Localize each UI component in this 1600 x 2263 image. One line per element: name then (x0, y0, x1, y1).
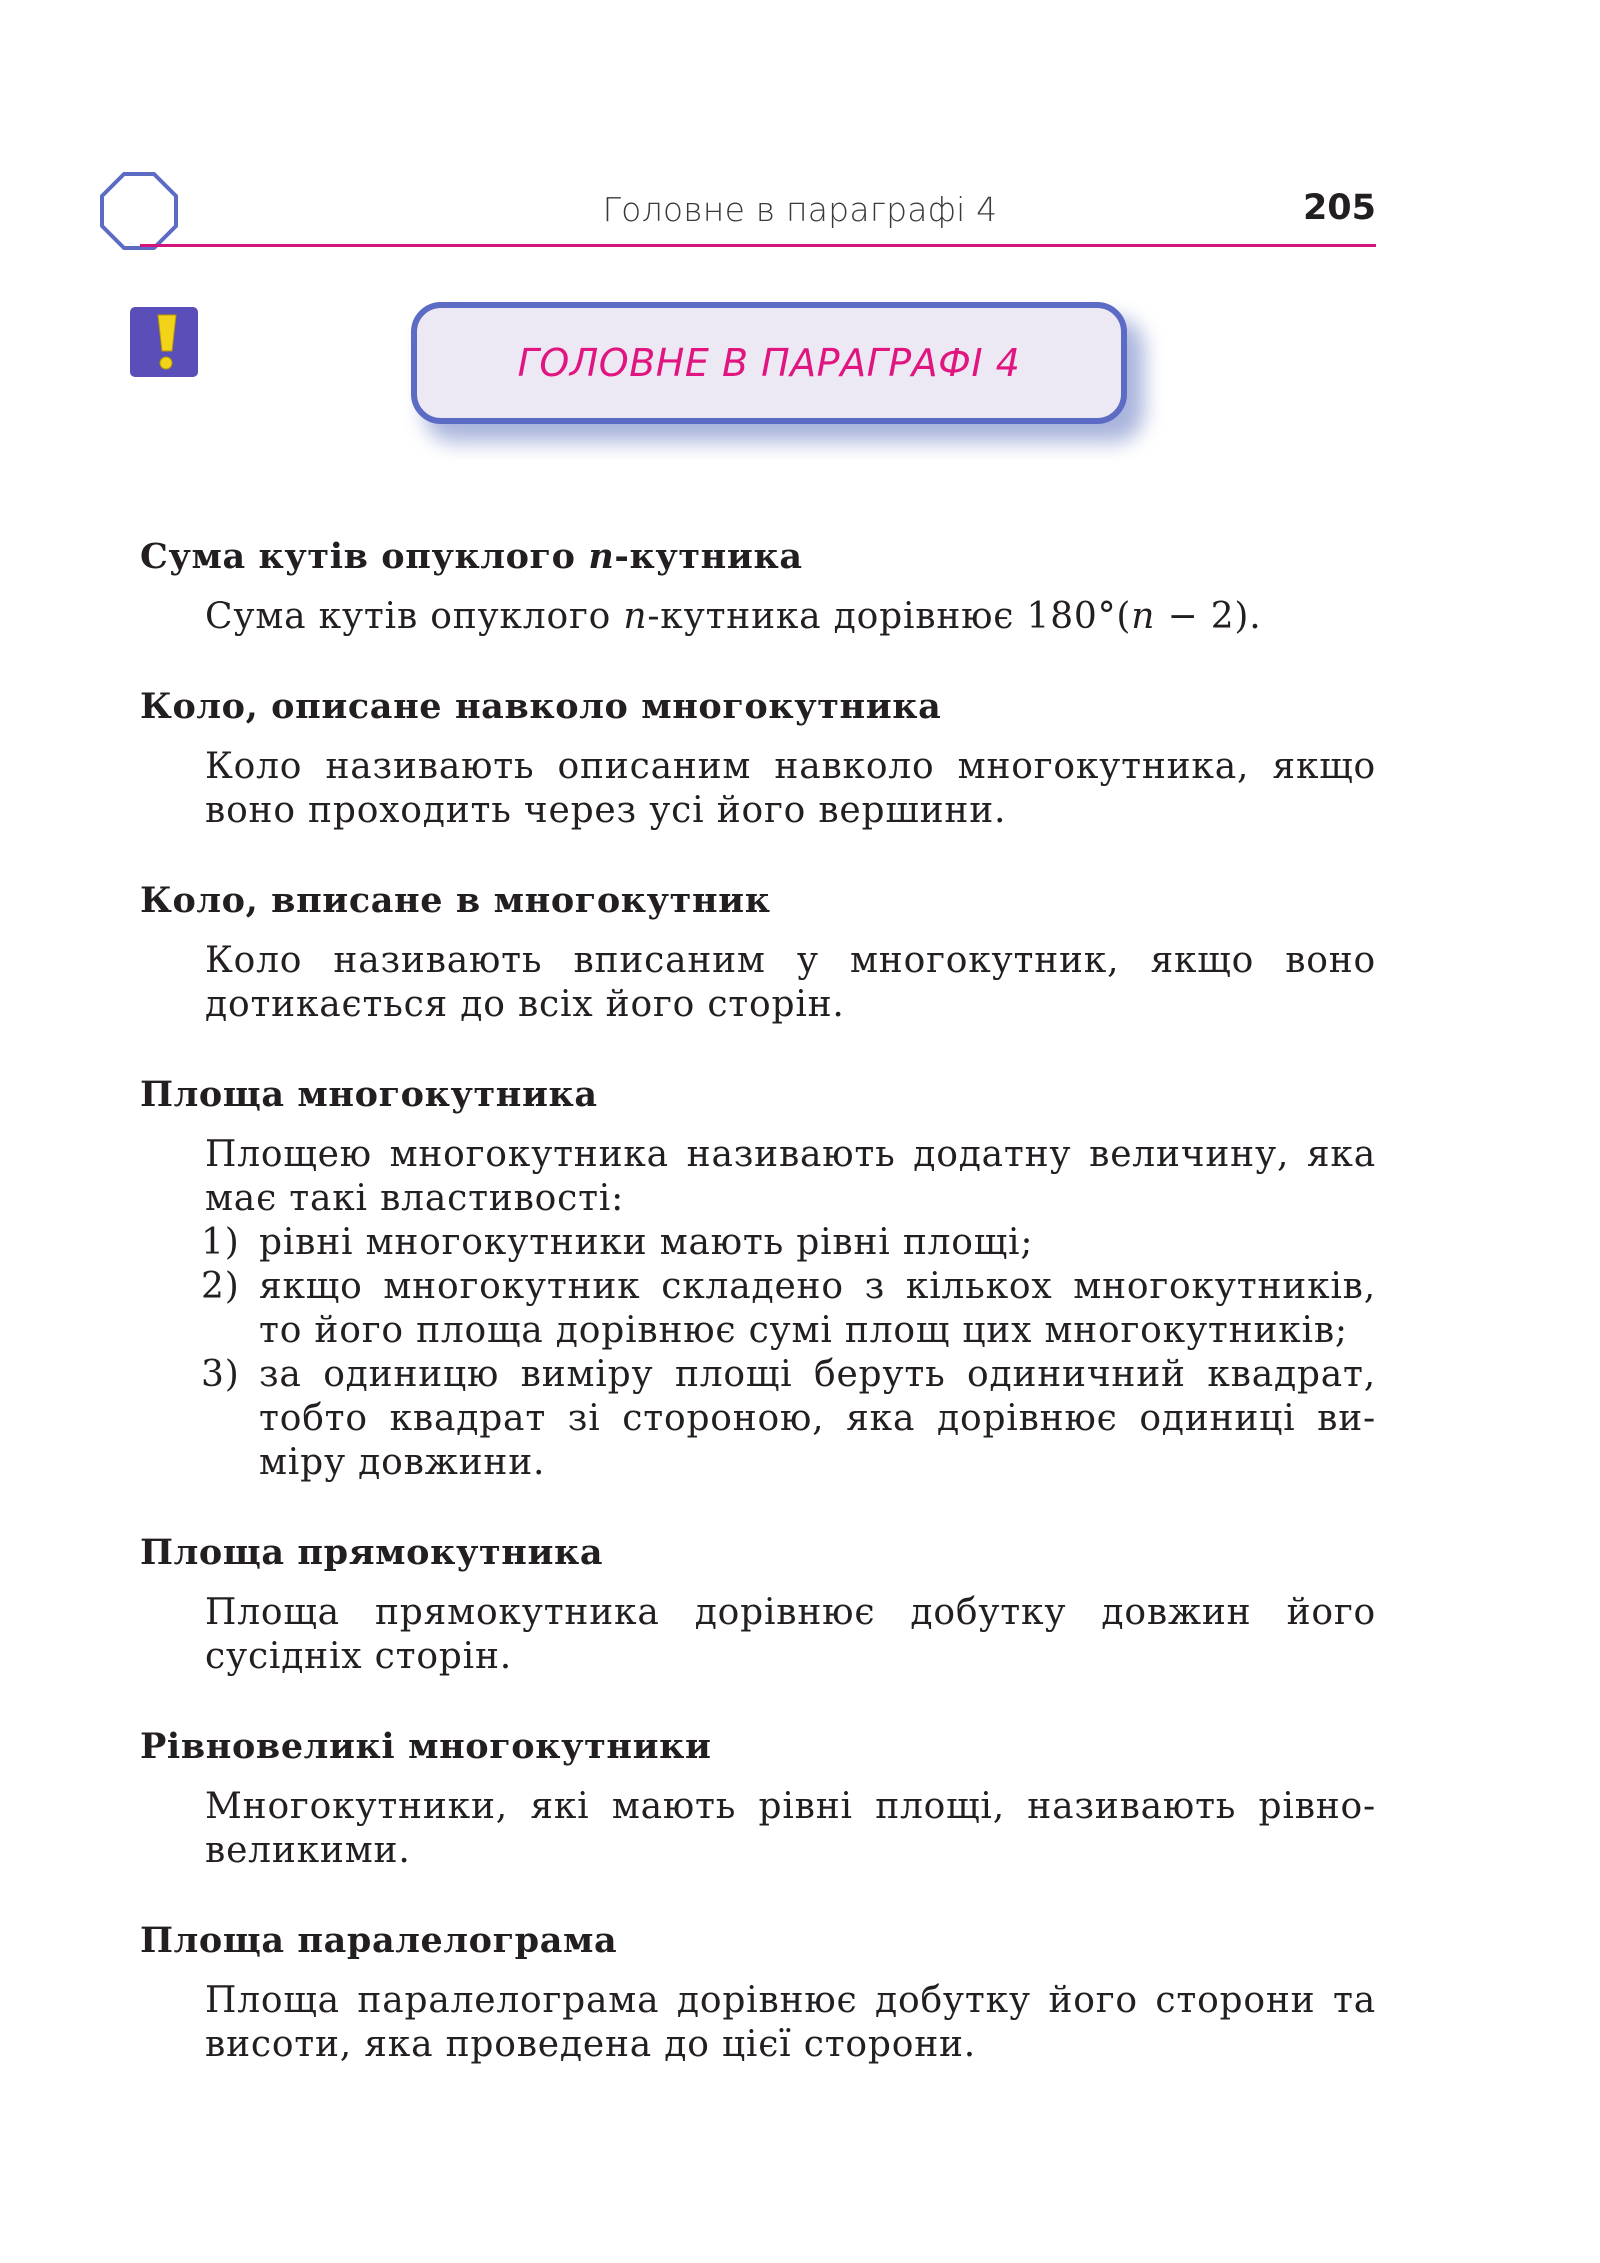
section-heading: Сума кутів опуклого n-кутника (140, 536, 803, 577)
section-title: ГОЛОВНЕ В ПАРАГРАФІ 4 (517, 341, 1021, 385)
section-circumscribed-circle (140, 683, 1376, 833)
exclamation-icon (128, 305, 200, 379)
section-heading: Площа паралелограма (140, 1920, 618, 1961)
section-heading: Площа многокутника (140, 1074, 598, 1115)
section-text: Площею многокутника називають додатну величину, яка має такі властивості: (205, 1134, 1376, 1219)
content (140, 533, 1376, 2111)
section-parallelogram-area (140, 1917, 1376, 2067)
section-text: Коло називають вписаним у многокутник, якщо воно дотикається до всіх його сторін. (205, 940, 1376, 1025)
section-heading: Рівновеликі многокутники (140, 1726, 712, 1767)
section-heading: Коло, описане навколо многокутника (140, 686, 942, 727)
section-polygon-area (140, 1071, 1376, 1485)
header-rule (140, 244, 1376, 247)
list-item: 3) за одиницю виміру площі беруть одиничний квадрат, тобто квадрат зі стороною, яка дорівнює одиниці ви- міру довжини. (201, 1354, 1376, 1483)
page-number: 205 (1302, 188, 1376, 228)
section-text: Сума кутів опуклого n-кутника дорівнює 180°(n − 2). (205, 596, 1262, 637)
properties-list (201, 1221, 1376, 1485)
list-item: 2) якщо многокутник складено з кількох многокутників, то його площа дорівнює сумі площ цих многокутників; (201, 1266, 1376, 1351)
section-title-box (411, 302, 1127, 424)
section-heading: Площа прямокутника (140, 1532, 604, 1573)
running-title: Головне в параграфі 4 (602, 190, 998, 229)
section-heading: Коло, вписане в многокутник (140, 880, 771, 921)
section-inscribed-circle (140, 877, 1376, 1027)
section-rectangle-area (140, 1529, 1376, 1679)
list-item: 1) рівні многокутники мають рівні площі; (201, 1222, 1034, 1263)
section-text: Площа прямокутника дорівнює добутку довжин його сусідніх сторін. (205, 1592, 1376, 1677)
section-angle-sum (140, 533, 1376, 639)
section-text: Площа паралелограма дорівнює добутку його сторони та висоти, яка проведена до цієї сторони. (205, 1980, 1376, 2065)
section-text: Коло називають описаним навколо многокутника, якщо воно проходить через усі його вершини. (205, 746, 1376, 831)
section-text: Многокутники, які мають рівні площі, називають рівно- великими. (205, 1786, 1376, 1871)
section-equal-area-polygons (140, 1723, 1376, 1873)
